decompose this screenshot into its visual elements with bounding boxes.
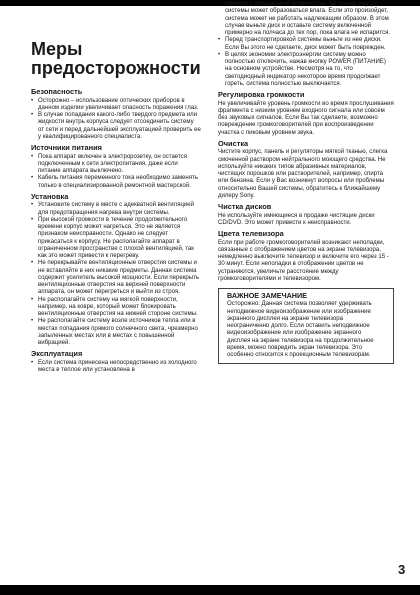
continuation-text: комнате с повышенной влажностью, на линзах внутри системы может образоваться влага. Если это произойдет, система может не работать надлежащим образом. В этом случае выньте диск и оставьте систему включенной примерно на полчаса до тех пор, пока влага не испарится. (225, 1, 391, 36)
list-item: • В целях экономии электроэнергии систему можно полностью отключить, нажав кнопку POWER (ПИТАНИЕ) на основном устройстве. Несмотря на то, что светодиодный индикатор некоторое время продолжает гореть, система полностью выключается. (218, 52, 394, 88)
left-column (31, 10, 201, 374)
operation-list-cont (218, 37, 394, 88)
list-item: • Пока аппарат включен в электророзетку, он остается подключенным к сети электропитания, даже если питание аппарата выключено. (31, 154, 201, 176)
right-column (218, 1, 394, 364)
cleaning-heading: Очистка (218, 138, 249, 148)
list-item: • Не располагайте систему возле источников тепла или в местах попадания прямого солнечного света, чрезмерно запыленных местах или в местах с повышенной вибрацией. (31, 318, 201, 347)
volume-heading: Регулировка громкости (218, 90, 305, 99)
power-heading: Источники питания (31, 143, 102, 152)
page-number: 3 (398, 562, 406, 577)
list-item: • Если система принесена непосредственно из холодного места в теплое или установлена в (31, 360, 201, 375)
install-list (31, 202, 201, 347)
list-item: • Установите систему в месте с адекватной вентиляцией для предотвращения нагрева внутри системы. (31, 202, 201, 217)
volume-text: Не увеличивайте уровень громкости во время прослушивания фрагмента с низким уровнем входного сигнала или совсем без звуковых сигналов. Если Вы так сделаете, возможно повреждение громкоговорителей при воспроизведении участка с пиковым уровнем звука. (218, 100, 394, 136)
tv-text: Если при работе громкоговорителей возникают неполадки, связанные с отображением цветов на экране телевизора, немедленно выключите телевизор и включите его через 15 - 30 минут. Если неполадки в отображении цветов не устраняются, увеличьте расстояние между громкоговорителями и телевизором. (218, 239, 389, 282)
discs-heading: Чистка дисков (218, 202, 272, 211)
install-heading: Установка (31, 191, 69, 201)
page-title: Меры предосторожности (31, 39, 201, 78)
list-item: • Не располагайте систему на мягкой поверхности, например, на ковре, который может блокировать вентиляционные отверстия на нижней стороне системы. (31, 297, 201, 319)
list-item: • При высокой громкости в течение продолжительного времени корпус может нагреться. Это не является признаком неисправности. Однако не следует прикасаться к корпусу. Не располагайте аппарат в ограниченном пространстве с плохой вентиляцией, так как это может привести к перегреву. (31, 217, 201, 261)
list-item: • В случае попадания какого-либо твердого предмета или жидкости внутрь корпуса следует отсоединить систему от сети и перед дальнейшей эксплуатацией проверить ее у квалифицированного специалиста. (31, 112, 201, 141)
cleaning-text: Чистите корпус, панель и регуляторы мягкой тканью, слегка смоченной раствором нейтрального моющего средства. Не используйте никаких типов абразивных материалов, чистящих порошков или растворителей, например, спирта или бензина. Если у Вас возникнут вопросы или проблемы относительно Вашей системы, обратитесь к ближайшему дилеру Sony. (218, 149, 388, 199)
list-item: • Кабель питания переменного тока необходимо заменять только в специализированной ремонтной мастерской. (31, 175, 201, 190)
operation-list (31, 360, 201, 375)
power-list (31, 154, 201, 190)
list-item: • Не перекрывайте вентиляционные отверстия системы и не вставляйте в них никакие предметы. Данная система содержит усилитель высокой мощности. Если перекрыть вентиляционные отверстия на верхней поверхности аппарата, он может перегреться и выйти из строя. (31, 260, 201, 296)
bottom-rule (0, 585, 420, 595)
note-heading: ВАЖНОЕ ЗАМЕЧАНИЕ (227, 291, 307, 300)
tv-heading: Цвета телевизора (218, 229, 284, 238)
operation-heading: Эксплуатация (31, 349, 83, 359)
list-item: • Осторожно – использование оптических приборов в данном изделии увеличивает опасность поражения глаз. (31, 98, 201, 113)
safety-list (31, 98, 201, 142)
important-note-box (218, 288, 394, 364)
list-item: • Перед транспортировкой системы выньте из нее диски. Если Вы этого не сделаете, диск может быть поврежден. (218, 37, 394, 52)
discs-text: Не используйте имеющиеся в продаже чистящие диски CD/DVD. Это может привести к неисправности. (218, 212, 375, 226)
note-text: Осторожно: Данная система позволяет удерживать неподвижное видеоизображение или изображение экранного дисплея на экране телевизора неограниченно долго. Если оставить неподвижное видеоизображение или изображение экранного дисплея на экране телевизора на продолжительное время, можно повредить экран телевизора. Это особенно относится к проекционным телевизорам. (227, 301, 374, 358)
safety-heading: Безопасность (31, 87, 83, 96)
